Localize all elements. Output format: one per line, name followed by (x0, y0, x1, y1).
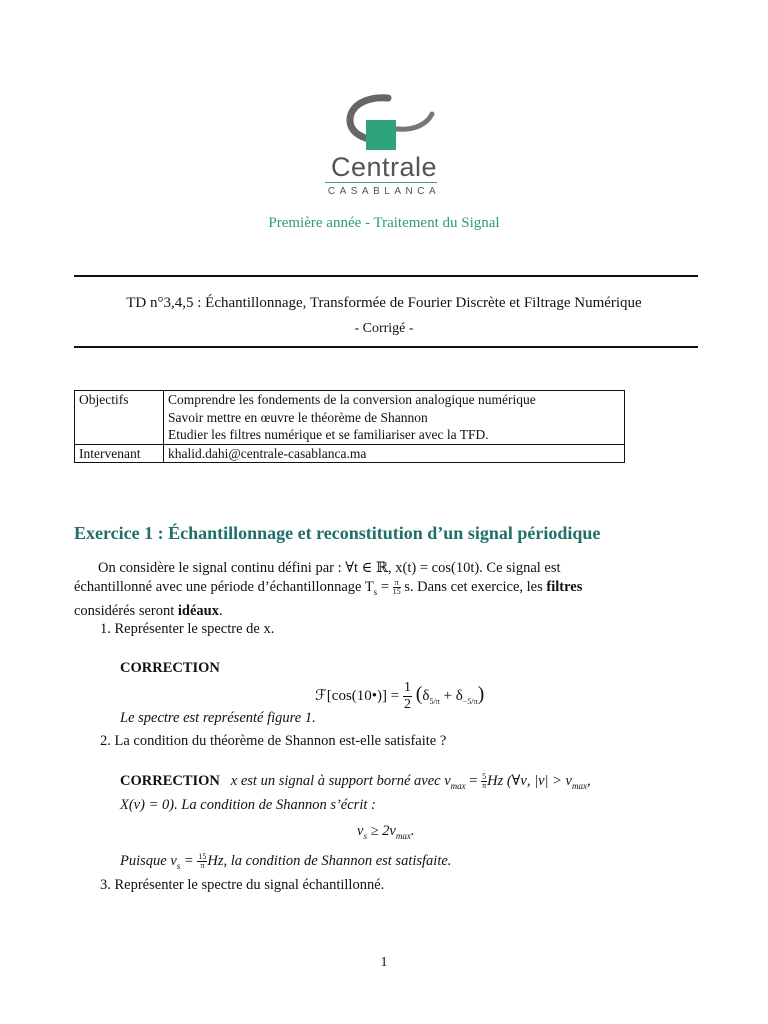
intervenant-email: khalid.dahi@centrale-casablanca.ma (164, 444, 625, 463)
objectives-values (164, 391, 625, 445)
logo-wordmark: Centrale (330, 152, 438, 182)
table-row (75, 391, 625, 445)
fraction: $\frac{\pi}{15}$ (392, 578, 401, 597)
question-1: 1. Représenter le spectre de x. (100, 621, 275, 637)
logo-subtext: CASABLANCA (327, 186, 441, 197)
bottom-rule (74, 346, 698, 348)
course-subtitle: Première année - Traitement du Signal (268, 215, 500, 231)
table-row (75, 444, 625, 463)
correction-label: CORRECTION (120, 660, 220, 676)
question-3: 3. Représenter le spectre du signal échantillonné. (100, 877, 385, 893)
corrige-label: - Corrigé - (354, 321, 414, 336)
intro-line: considérés seront idéaux. (74, 602, 223, 619)
question-2: 2. La condition du théorème de Shannon est-elle satisfaite ? (100, 733, 447, 749)
answer-3: Puisque $\nu_s$ = $\frac{15}{\pi}Hz$, la condition de Shannon est satisfaite. (120, 852, 452, 871)
intro-line: On considère le signal continu défini par : ∀t ∈ ℝ, x(t) = cos(10t). Ce signal est (98, 560, 561, 576)
objectives-table (74, 390, 625, 463)
formula-shannon: $\nu_s \ge 2\nu_{max}$. (357, 823, 415, 841)
objectives-key: Objectifs (75, 391, 164, 445)
intervenant-key: Intervenant (75, 444, 164, 463)
answer-line: CORRECTION x est un signal à support borné avec $\nu_{max}$ = $\frac{5}{\pi}Hz$ (∀ν, $|\nu| > \nu_{max}$, (120, 772, 591, 791)
td-title: TD n°3,4,5 : Échantillonnage, Transformée de Fourier Discrète et Filtrage Numérique (126, 295, 642, 311)
exercise-intro (74, 559, 698, 621)
answer-1: Le spectre est représenté figure 1. (120, 710, 316, 726)
page-number: 1 (380, 955, 388, 970)
centrale-logo-mark (340, 92, 440, 152)
objective-line: Comprendre les fondements de la conversion analogique numérique (168, 392, 536, 407)
logo-underline (325, 182, 437, 183)
top-rule (74, 275, 698, 277)
answer-2 (120, 772, 698, 815)
objective-line: Savoir mettre en œuvre le théorème de Shannon (168, 409, 428, 425)
formula-spectrum: ℱ[cos(10•)] = $\frac{1}{2} (\delta_{5/\pi} + \delta_{-5/\pi})$ (315, 680, 485, 712)
exercise-title: Exercice 1 : Échantillonnage et reconstitution d’un signal périodique (74, 523, 601, 543)
objective-line: Etudier les filtres numérique et se familiariser avec la TFD. (168, 427, 489, 442)
answer-line: X(ν) = 0). La condition de Shannon s’écrit : (120, 796, 376, 813)
intro-line: échantillonné avec une période d’échantillonnage $T_s$ = $\frac{\pi}{15} s$. Dans cet exercice, les filtres (74, 578, 583, 597)
